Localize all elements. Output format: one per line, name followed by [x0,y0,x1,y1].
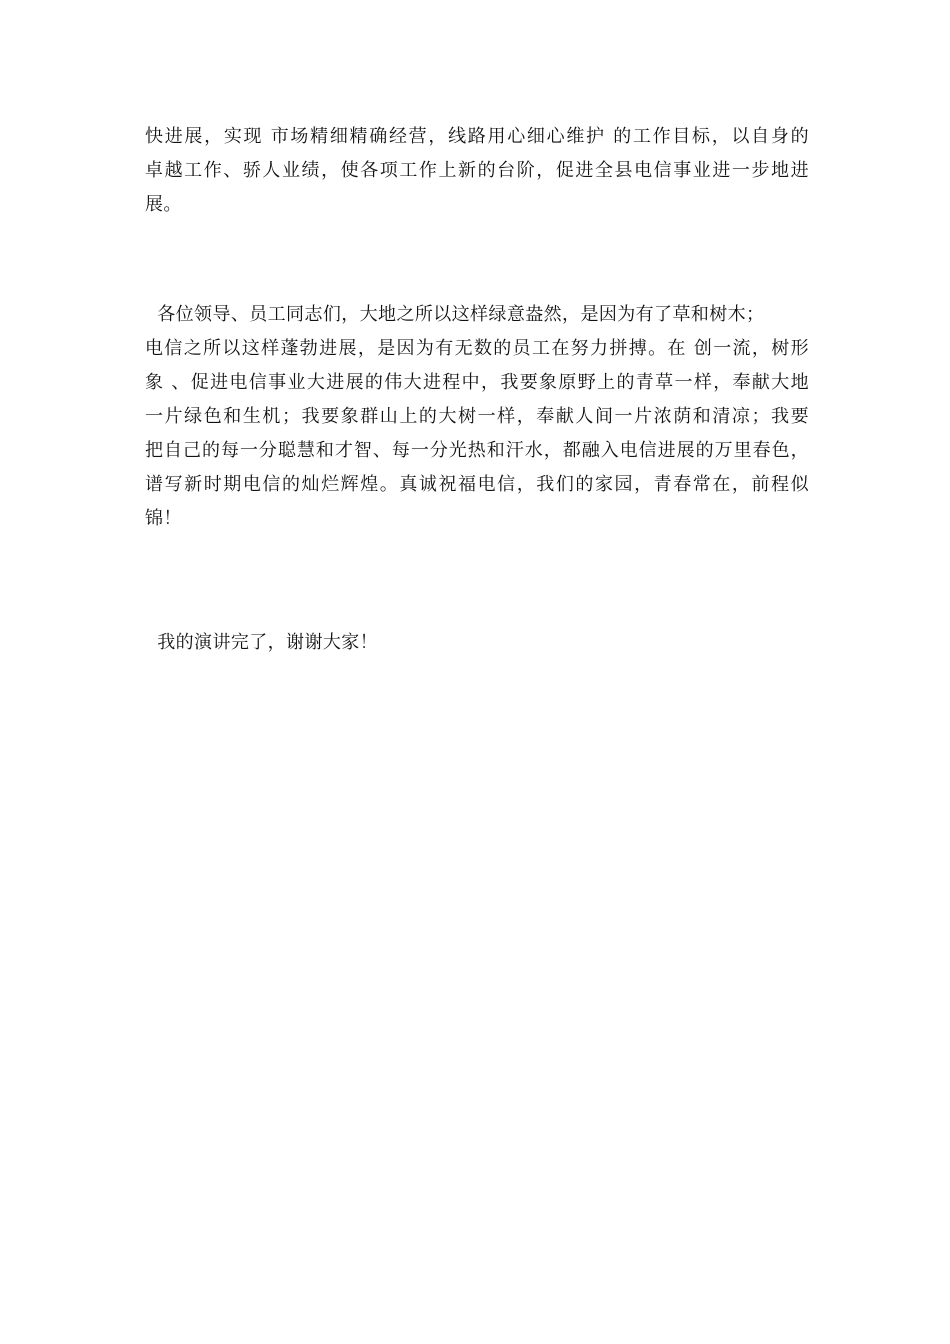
paragraph-line: 快进展，实现 市场精细精确经营，线路用心细心维护 的工作目标，以自身的 [145,126,809,147]
paragraph-1 [145,120,809,222]
paragraph-2 [145,298,809,536]
paragraph-line: 谱写新时期电信的灿烂辉煌。真诚祝福电信，我们的家园，青春常在，前程似 [145,474,809,495]
paragraph-line: 电信之所以这样蓬勃进展，是因为有无数的员工在努力拼搏。在 创一流，树形 [145,338,809,359]
paragraph-line: 卓越工作、骄人业绩，使各项工作上新的台阶，促进全县电信事业进一步地进 [145,160,809,181]
paragraph-line: 象 、促进电信事业大进展的伟大进程中，我要象原野上的青草一样，奉献大地 [145,372,809,393]
paragraph-line: 把自己的每一分聪慧和才智、每一分光热和汗水，都融入电信进展的万里春色， [145,440,809,461]
paragraph-line: 一片绿色和生机；我要象群山上的大树一样，奉献人间一片浓荫和清凉；我要 [145,406,809,427]
paragraph-line: 锦！ [145,508,182,529]
paragraph-line: 展。 [145,194,182,215]
paragraph-3 [145,626,809,660]
paragraph-line: 各位领导、员工同志们，大地之所以这样绿意盎然，是因为有了草和树木； [145,304,765,325]
paragraph-line: 我的演讲完了，谢谢大家！ [145,632,379,653]
